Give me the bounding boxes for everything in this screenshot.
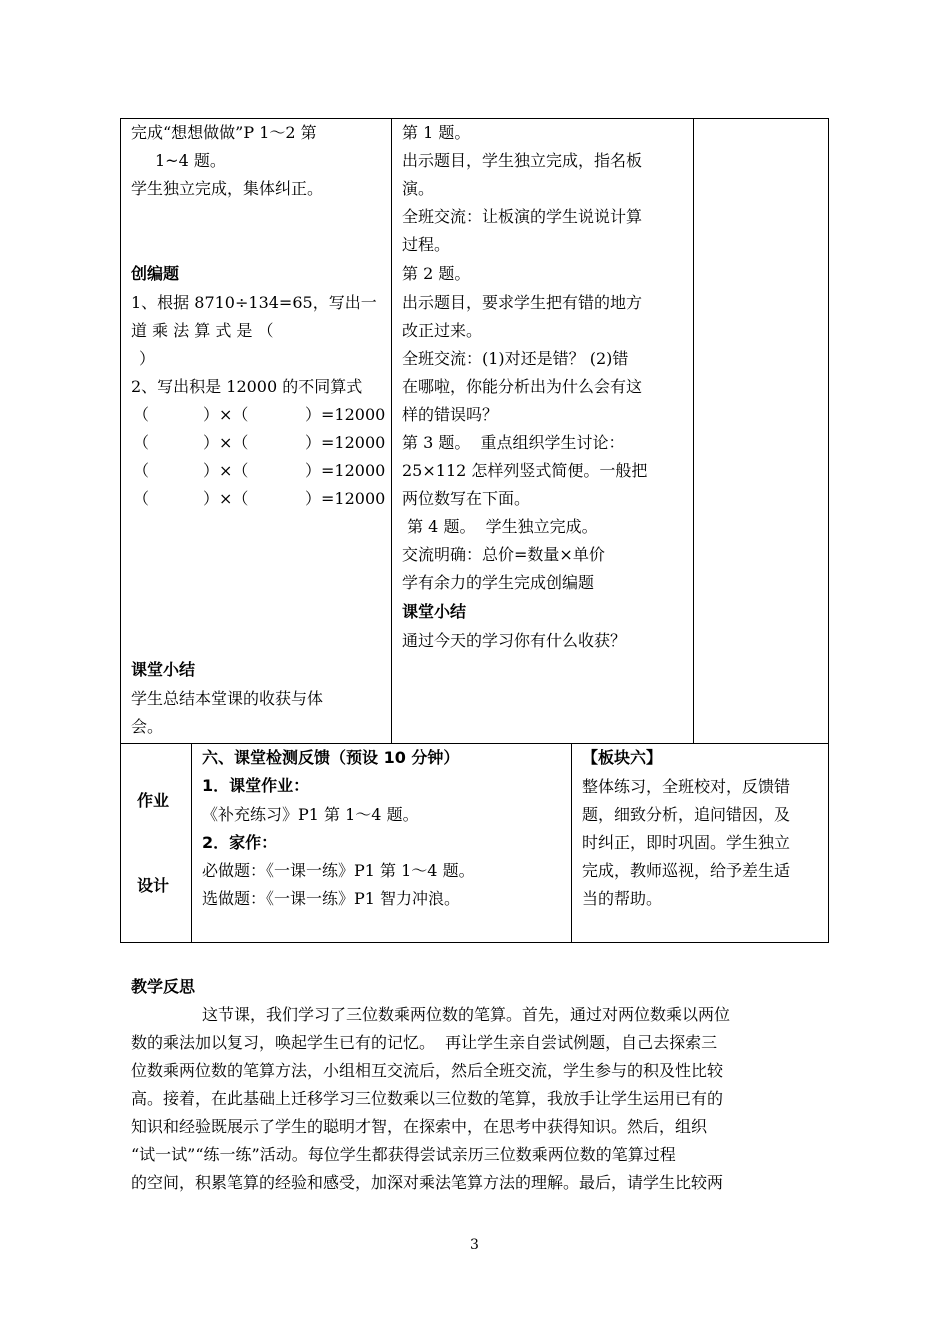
table-top-border bbox=[120, 118, 829, 119]
table-row-divider bbox=[120, 743, 829, 744]
text-line: 交流明确：总价=数量×单价 bbox=[402, 545, 605, 564]
text-line: 完成，教师巡视，给予差生适 bbox=[582, 861, 791, 880]
text-line: 1~4 题。 bbox=[155, 151, 226, 170]
text-line: 第 1 题。 bbox=[402, 123, 471, 142]
text-line: 会。 bbox=[131, 717, 164, 736]
block-title: 【板块六】 bbox=[582, 748, 663, 767]
reflection-heading: 教学反思 bbox=[131, 977, 196, 996]
section-heading: 课堂小结 bbox=[131, 660, 196, 679]
paragraph-line: 数的乘法加以复习，唤起学生已有的记忆。 再让学生亲自尝试例题，自己去探索三 bbox=[131, 1033, 718, 1052]
row-label: 作业 bbox=[137, 791, 170, 810]
text-line: 全班交流：(1)对还是错？ (2)错 bbox=[402, 349, 629, 368]
text-line: 过程。 bbox=[402, 235, 451, 254]
text-line: 25×112 怎样列竖式简便。一般把 bbox=[402, 461, 648, 480]
text-line: 整体练习，全班校对，反馈错 bbox=[582, 777, 791, 796]
text-line: 完成“想想做做”P 1～2 第 bbox=[131, 123, 317, 142]
text-line: 必做题：《一课一练》P1 第 1～4 题。 bbox=[202, 861, 475, 880]
text-line: 学生总结本堂课的收获与体 bbox=[131, 689, 324, 708]
paragraph-line: 知识和经验既展示了学生的聪明才智，在探索中，在思考中获得知识。然后，组织 bbox=[131, 1117, 708, 1136]
text-line: 学生独立完成，集体纠正。 bbox=[131, 179, 324, 198]
page-number: 3 bbox=[470, 1237, 479, 1253]
section-heading: 课堂小结 bbox=[402, 602, 467, 621]
text-line: 第 2 题。 bbox=[402, 264, 471, 283]
text-line: 选做题：《一课一练》P1 智力冲浪。 bbox=[202, 889, 461, 908]
paragraph-line: 这节课，我们学习了三位数乘两位数的笔算。首先，通过对两位数乘以两位 bbox=[202, 1005, 731, 1024]
text-line: 出示题目，学生独立完成，指名板 bbox=[402, 151, 643, 170]
table-column-divider bbox=[571, 743, 572, 943]
paragraph-line: 位数乘两位数的笔算方法，小组相互交流后，然后全班交流，学生参与的积及性比较 bbox=[131, 1061, 724, 1080]
text-line: 演。 bbox=[402, 179, 435, 198]
table-left-border bbox=[120, 743, 121, 943]
paragraph-line: 高。接着，在此基础上迁移学习三位数乘以三位数的笔算，我放手让学生运用已有的 bbox=[131, 1089, 724, 1108]
table-right-border bbox=[828, 118, 829, 943]
text-line: 《补充练习》P1 第 1～4 题。 bbox=[202, 805, 419, 824]
section-heading: 创编题 bbox=[131, 264, 180, 283]
text-line: 在哪啦，你能分析出为什么会有这 bbox=[402, 377, 643, 396]
table-column-divider bbox=[693, 118, 694, 744]
section-title: 六、课堂检测反馈（预设 10 分钟） bbox=[202, 748, 460, 767]
text-line: 道 乘 法 算 式 是 （ bbox=[131, 321, 274, 340]
text-line: 1、根据 8710÷134=65，写出一 bbox=[131, 293, 377, 312]
paragraph-line: “试一试”“练一练”活动。每位学生都获得尝试亲历三位数乘两位数的笔算过程 bbox=[131, 1145, 676, 1164]
table-left-border bbox=[120, 118, 121, 744]
row-label: 设计 bbox=[137, 876, 170, 895]
text-line: 时纠正，即时巩固。学生独立 bbox=[582, 833, 791, 852]
text-line: 第 3 题。 重点组织学生讨论： bbox=[402, 433, 625, 452]
table-column-divider bbox=[391, 118, 392, 744]
paragraph-line: 的空间，积累笔算的经验和感受，加深对乘法笔算方法的理解。最后，请学生比较两 bbox=[131, 1173, 724, 1192]
item-heading: 2．家作： bbox=[202, 833, 278, 852]
item-heading: 1．课堂作业： bbox=[202, 776, 310, 795]
text-line: 学有余力的学生完成创编题 bbox=[402, 573, 595, 592]
text-line: 出示题目，要求学生把有错的地方 bbox=[402, 293, 643, 312]
text-line: 两位数写在下面。 bbox=[402, 489, 531, 508]
text-line: 通过今天的学习你有什么收获？ bbox=[402, 631, 627, 650]
table-bottom-border bbox=[120, 942, 829, 943]
text-line: 全班交流：让板演的学生说说计算 bbox=[402, 207, 643, 226]
text-line: 2、写出积是 12000 的不同算式 bbox=[131, 377, 363, 396]
text-line: 改正过来。 bbox=[402, 321, 483, 340]
text-line: 样的错误吗？ bbox=[402, 405, 499, 424]
text-line: 第 4 题。 学生独立完成。 bbox=[402, 517, 598, 536]
text-line: 题，细致分析，追问错因，及 bbox=[582, 805, 791, 824]
table-column-divider bbox=[191, 743, 192, 943]
text-line: ） bbox=[139, 349, 156, 368]
text-line: 当的帮助。 bbox=[582, 889, 663, 908]
